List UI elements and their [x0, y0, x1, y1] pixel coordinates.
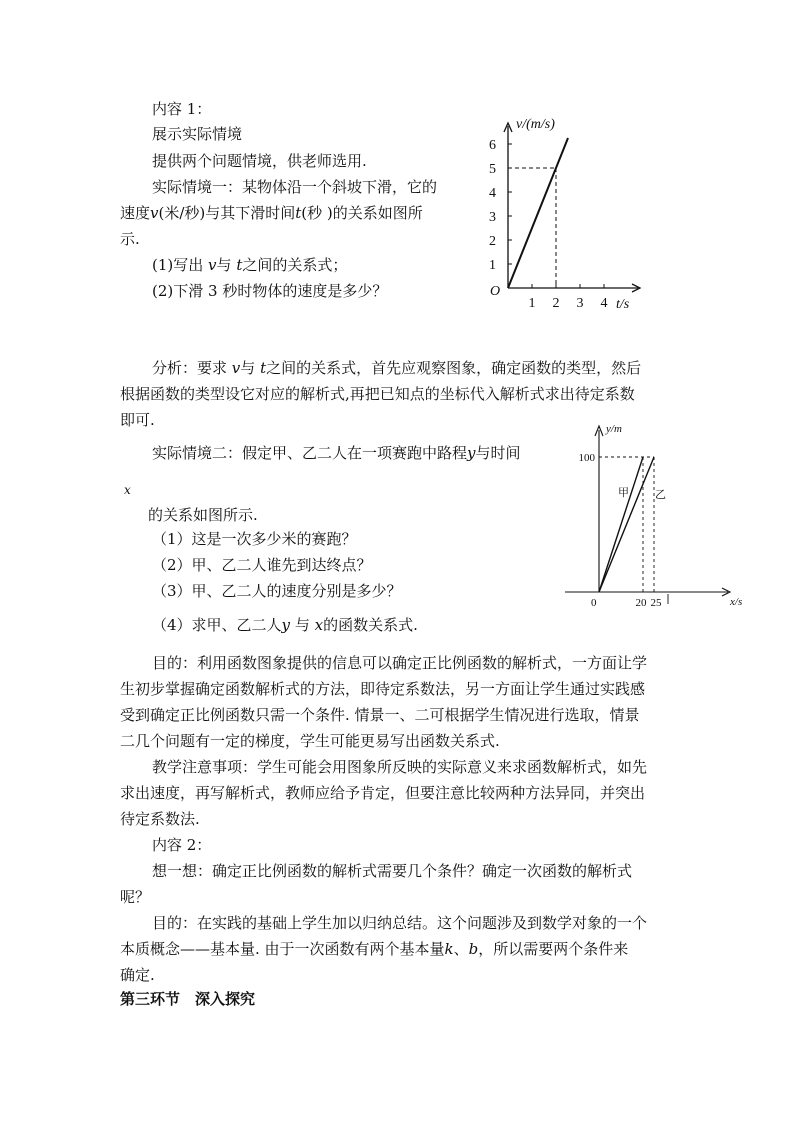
- goal2-line2: [120, 942, 628, 957]
- var-v: v: [208, 256, 217, 274]
- text-run: 本质概念——基本量. 由于一次函数有两个基本量: [120, 940, 445, 958]
- chart2-y-label: y/m: [606, 423, 622, 435]
- scenario1-line1: 实际情境一：某物体沿一个斜坡下滑，它的: [152, 178, 438, 196]
- content2-line1: 想一想：确定正比例函数的解析式需要几个条件？确定一次函数的解析式: [152, 862, 633, 880]
- chart2-x-label: x/s: [730, 596, 743, 608]
- y-tick-label: 5: [489, 162, 496, 177]
- scenario2-question2: （2）甲、乙二人谁先到达终点？: [152, 556, 372, 574]
- goal2-line3: 确定.: [120, 966, 155, 984]
- text-run: 之间的关系式；: [242, 256, 348, 274]
- text-run: 速度: [120, 204, 151, 222]
- text-run: 与时间: [475, 444, 521, 462]
- series-line-velocity: [508, 138, 568, 288]
- var-x: x: [314, 616, 324, 634]
- y-tick-label: 4: [489, 186, 496, 201]
- text-run: （4）求甲、乙二人: [152, 616, 282, 634]
- notes-line3: 待定系数法.: [120, 810, 200, 828]
- content1-subtitle: 展示实际情境: [152, 125, 243, 143]
- text-run: 与: [240, 359, 256, 377]
- scenario2-line2: 的关系如图所示.: [148, 506, 258, 524]
- series-line-jia: [599, 457, 643, 592]
- scenario2-question3: （3）甲、乙二人的速度分别是多少？: [152, 582, 402, 600]
- scenario2-question1: （1）这是一次多少米的赛跑？: [152, 530, 357, 548]
- var-v: v: [150, 204, 159, 222]
- goal-line3: 受到确定正比例函数只需一个条件. 情景一、二可根据学生情况进行选取，情景: [120, 706, 640, 724]
- text-run: 分析：要求: [152, 359, 228, 377]
- chart2-ticks: [579, 452, 669, 609]
- goal-line2: 生初步掌握确定函数解析式的方法，即待定系数法，另一方面让学生通过实践感: [120, 680, 646, 698]
- text-run: 、: [453, 940, 469, 958]
- var-t: t: [236, 256, 243, 274]
- scenario2-line1: [152, 446, 521, 461]
- chart1-series: [508, 138, 568, 288]
- y-tick-label: 6: [489, 138, 496, 153]
- text-run: ，所以需要两个条件来: [478, 940, 629, 958]
- content1-title: 内容 1：: [152, 100, 212, 118]
- x-tick-label: 1: [528, 296, 536, 311]
- race-distance-chart: [560, 418, 760, 610]
- chart2-series-label-yi: 乙: [655, 489, 666, 501]
- x-tick-label: 3: [576, 296, 584, 311]
- notes-line2: 求出速度，再写解析式，教师应给予肯定，但要注意比较两种方法异同，并突出: [120, 784, 646, 802]
- chart1-axes: [504, 123, 640, 292]
- var-v: v: [231, 359, 241, 377]
- x-tick-label: 25: [650, 597, 662, 609]
- analysis-line1: [152, 361, 641, 376]
- goal-line1: 目的：利用函数图象提供的信息可以确定正比例函数的解析式，一方面让学: [152, 654, 648, 672]
- text-run: (秒 )的关系如图所: [301, 204, 423, 222]
- chart1-y-label: v/(m/s): [516, 117, 555, 132]
- goal-line4: 二几个问题有一定的梯度，学生可能更易写出函数关系式.: [120, 732, 500, 750]
- var-t: t: [295, 204, 302, 222]
- x-tick-label: 2: [552, 296, 560, 311]
- analysis-line3: 即可.: [120, 411, 155, 429]
- var-t: t: [260, 359, 267, 377]
- text-run: (米/秒)与其下滑时间: [158, 204, 296, 222]
- chart1-ticks: [489, 138, 608, 311]
- var-y: y: [467, 444, 476, 462]
- var-y: y: [281, 616, 291, 634]
- section-heading: 第三环节 深入探究: [120, 990, 256, 1008]
- var-b: b: [468, 940, 479, 958]
- scenario1-line2: [120, 206, 423, 221]
- text-run: 实际情境二：假定甲、乙二人在一项赛跑中路程: [152, 444, 468, 462]
- velocity-time-chart: [478, 108, 658, 318]
- chart2-origin-label: 0: [591, 597, 597, 609]
- scenario2-var-x: x: [124, 483, 131, 497]
- analysis-line2: 根据函数的类型设它对应的解析式,再把已知点的坐标代入解析式求出待定系数: [120, 385, 635, 403]
- y-tick-label: 1: [489, 258, 496, 273]
- chart1-origin-label: O: [490, 284, 501, 299]
- chart2-series: [599, 457, 654, 592]
- content1-provide: 提供两个问题情境，供老师选用.: [152, 152, 367, 170]
- content2-line2: 呢？: [120, 888, 151, 906]
- y-tick-label: 100: [578, 452, 595, 464]
- scenario1-question1: [152, 258, 347, 273]
- chart1-x-label: t/s: [616, 297, 630, 312]
- series-line-yi: [599, 457, 654, 592]
- text-run: (1)写出: [152, 256, 204, 274]
- scenario1-question2: (2)下滑 3 秒时物体的速度是多少？: [152, 282, 388, 300]
- scenario2-question4: [152, 618, 418, 633]
- y-tick-label: 3: [489, 210, 496, 225]
- x-tick-label: 4: [600, 296, 608, 311]
- var-k: k: [444, 940, 454, 958]
- scenario1-line3: 示.: [120, 230, 140, 248]
- content2-title: 内容 2：: [152, 836, 212, 854]
- chart2-series-label-jia: 甲: [618, 487, 629, 499]
- text-run: 与: [216, 256, 232, 274]
- text-run: 的函数关系式.: [323, 616, 418, 634]
- text-run: 与: [294, 616, 310, 634]
- text-run: 之间的关系式，首先应观察图象，确定函数的类型，然后: [266, 359, 642, 377]
- y-tick-label: 2: [489, 234, 496, 249]
- x-tick-label: 20: [635, 597, 647, 609]
- notes-line1: 教学注意事项：学生可能会用图象所反映的实际意义来求函数解析式，如先: [152, 758, 648, 776]
- goal2-line1: 目的：在实践的基础上学生加以归纳总结。这个问题涉及到数学对象的一个: [152, 914, 648, 932]
